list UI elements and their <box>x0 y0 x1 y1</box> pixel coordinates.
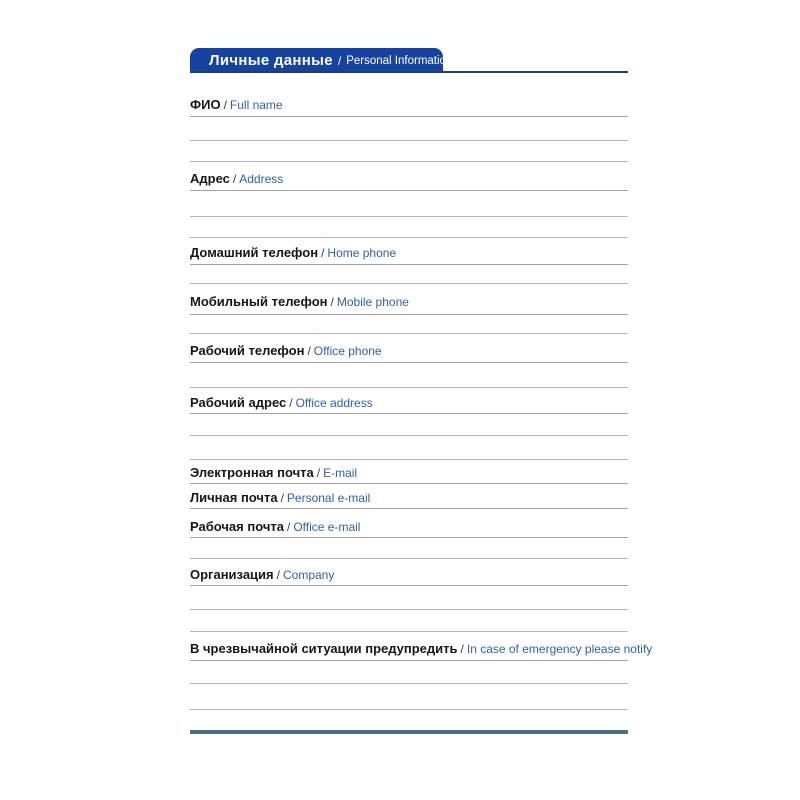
writing-line <box>190 283 628 284</box>
writing-line <box>190 161 628 162</box>
label-en: Office address <box>295 396 373 410</box>
label-en: In case of emergency please notify <box>466 642 653 656</box>
field-label-office-email <box>190 520 360 534</box>
field-underline <box>190 483 628 484</box>
label-separator: / <box>330 295 334 309</box>
field-label-address <box>190 172 283 186</box>
label-en: Mobile phone <box>336 295 409 309</box>
writing-line <box>190 435 628 436</box>
writing-line <box>190 609 628 610</box>
label-separator: / <box>280 491 284 505</box>
label-ru: Личная почта <box>190 490 278 505</box>
label-separator: / <box>223 98 227 112</box>
field-label-home-phone <box>190 246 396 260</box>
field-underline <box>190 362 628 363</box>
label-ru: Рабочий адрес <box>190 395 287 410</box>
writing-line <box>190 216 628 217</box>
field-underline <box>190 585 628 586</box>
label-separator: / <box>316 466 321 480</box>
label-ru: ФИО <box>190 97 221 112</box>
field-label-office-phone <box>190 344 382 358</box>
writing-line <box>190 237 628 238</box>
label-ru: В чрезвычайной ситуации предупредить <box>190 641 458 656</box>
label-en: Address <box>239 172 284 186</box>
writing-line <box>190 683 628 684</box>
label-separator: / <box>321 246 325 260</box>
writing-line <box>190 387 628 388</box>
label-separator: / <box>307 344 311 358</box>
label-en: Full name <box>229 98 283 112</box>
label-separator: / <box>276 568 280 582</box>
label-ru: Рабочая почта <box>190 519 284 534</box>
field-underline <box>190 264 628 265</box>
label-en: E-mail <box>323 466 358 480</box>
label-separator: / <box>460 642 464 656</box>
label-ru: Электронная почта <box>190 465 314 480</box>
writing-line <box>190 558 628 559</box>
label-en: Company <box>282 568 335 582</box>
label-separator: / <box>289 396 293 410</box>
field-label-office-address <box>190 396 373 410</box>
field-label-emergency-contact <box>190 642 652 656</box>
label-separator: / <box>232 172 237 186</box>
title-separator: / <box>337 53 342 68</box>
section-title-ru: Личные данные <box>209 52 333 69</box>
label-en: Office phone <box>313 344 382 358</box>
writing-line <box>190 333 628 334</box>
field-underline <box>190 660 628 661</box>
label-ru: Адрес <box>190 171 230 186</box>
label-ru: Рабочий телефон <box>190 343 305 358</box>
field-underline <box>190 314 628 315</box>
writing-line <box>190 459 628 460</box>
label-en: Office e-mail <box>293 520 361 534</box>
writing-line <box>190 140 628 141</box>
field-label-mobile-phone <box>190 295 409 309</box>
field-underline <box>190 508 628 509</box>
field-underline <box>190 537 628 538</box>
bottom-divider-bar <box>190 730 628 734</box>
section-title-en: Personal Information <box>346 54 453 67</box>
field-underline <box>190 413 628 414</box>
writing-line <box>190 631 628 632</box>
writing-line <box>190 709 628 710</box>
field-label-full-name <box>190 98 283 112</box>
label-ru: Организация <box>190 567 274 582</box>
field-label-personal-email <box>190 491 370 505</box>
label-ru: Домашний телефон <box>190 245 319 260</box>
field-label-company <box>190 568 334 582</box>
label-en: Home phone <box>327 246 397 260</box>
field-underline <box>190 190 628 191</box>
header-rule <box>190 71 628 73</box>
field-underline <box>190 116 628 117</box>
label-en: Personal e-mail <box>286 491 371 505</box>
field-label-email <box>190 466 357 480</box>
label-ru: Мобильный телефон <box>190 294 328 309</box>
section-header-badge <box>190 48 453 73</box>
label-separator: / <box>286 520 291 534</box>
